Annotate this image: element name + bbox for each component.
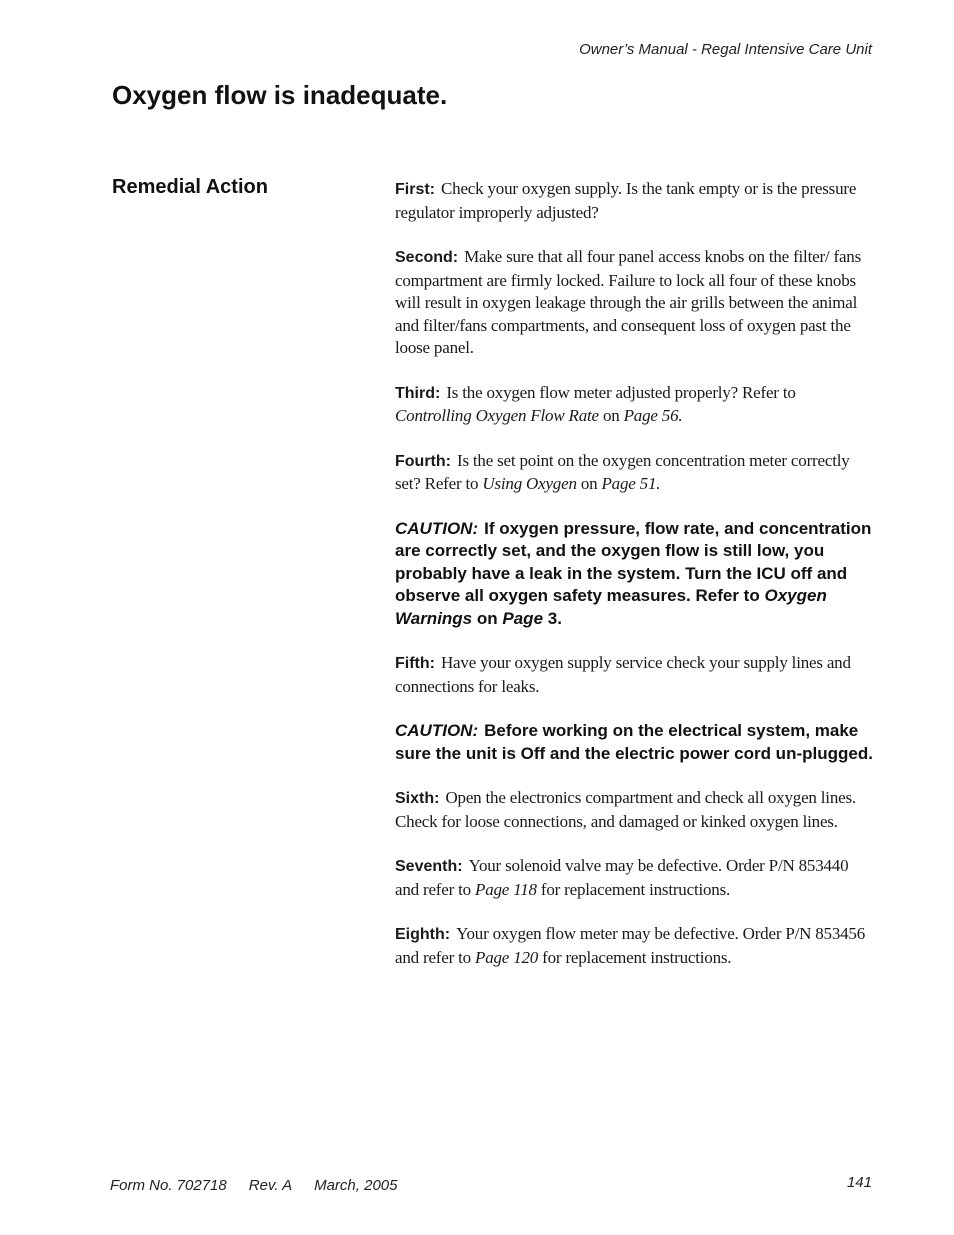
caution-text: on xyxy=(476,608,498,628)
page-reference: Page 51. xyxy=(601,474,661,493)
step-lead: Fifth: xyxy=(395,655,435,672)
step-text: Make sure that all four panel access knobs on the filter/ fans compartment are firmly locked. Failure to lock all four of these knobs will result in oxygen leakage through the air grills between the animal and filter/fans compartments, and consequent loss of oxygen past the loose panel. xyxy=(395,247,862,357)
caution-electrical xyxy=(395,720,875,765)
page-reference: Page xyxy=(502,608,544,628)
step-sixth xyxy=(395,787,875,833)
caution-oxygen-leak xyxy=(395,518,875,631)
step-text: Have your oxygen supply service check your supply lines and connections for leaks. xyxy=(395,653,851,696)
page-number-ref: 3. xyxy=(547,608,562,628)
cross-reference: Using Oxygen xyxy=(482,474,577,493)
step-text: for replacement instructions. xyxy=(542,947,732,967)
section-label: Remedial Action xyxy=(112,176,268,198)
step-seventh xyxy=(395,855,875,901)
step-eighth xyxy=(395,923,875,969)
step-lead: Third: xyxy=(395,384,441,402)
step-text: Check your oxygen supply. Is the tank empty or is the pressure regulator improperly adjusted? xyxy=(395,179,857,222)
page-reference: Page 118 xyxy=(475,879,537,899)
step-first xyxy=(395,178,875,224)
step-text: for replacement instructions. xyxy=(540,879,731,899)
page-reference: Page 56. xyxy=(623,406,683,425)
caution-text: If oxygen pressure, flow rate, and concentration are correctly set, and the oxygen flow is still low, you probably have a leak in the system. Turn the ICU off and observe all oxygen safety measures. Refer to xyxy=(395,518,872,605)
step-text: Is the oxygen flow meter adjusted properly? Refer to xyxy=(446,382,796,402)
step-lead: Second: xyxy=(395,249,459,266)
step-text: Is the set point on the oxygen concentration meter correctly set? Refer to xyxy=(395,450,850,493)
remedial-steps xyxy=(395,178,875,991)
caution-lead: CAUTION: xyxy=(395,518,479,538)
step-second xyxy=(395,246,875,360)
step-lead: Eighth: xyxy=(395,926,451,943)
step-text: on xyxy=(580,474,598,493)
page-number: 141 xyxy=(846,1174,872,1191)
step-text: on xyxy=(602,406,620,425)
revision: Rev. A xyxy=(248,1177,293,1194)
publication-date: March, 2005 xyxy=(314,1177,398,1194)
footer-info xyxy=(110,1177,419,1194)
page-title: Oxygen flow is inadequate. xyxy=(112,80,448,110)
caution-text: Before working on the electrical system, make sure the unit is Off and the electric power cord un-plugged. xyxy=(395,721,873,763)
cross-reference: Controlling Oxygen Flow Rate xyxy=(395,406,599,425)
step-text: Open the electronics compartment and check all oxygen lines. Check for loose connections, and damaged or kinked oxygen lines. xyxy=(395,788,856,831)
caution-lead: CAUTION: xyxy=(395,721,479,740)
step-third xyxy=(395,382,875,428)
step-text: Your solenoid valve may be defective. Order P/N 853440 and refer to xyxy=(395,856,849,899)
form-number: Form No. 702718 xyxy=(110,1177,227,1194)
step-text: Your oxygen flow meter may be defective. Order P/N 853456 and refer to xyxy=(395,924,866,967)
step-lead: First: xyxy=(395,181,435,198)
step-fourth xyxy=(395,450,875,496)
cross-reference: Oxygen Warnings xyxy=(395,586,827,628)
page-reference: Page 120 xyxy=(475,947,539,967)
running-header: Owner’s Manual - Regal Intensive Care Unit xyxy=(579,41,872,58)
step-lead: Seventh: xyxy=(395,858,463,875)
step-lead: Fourth: xyxy=(395,452,451,470)
step-lead: Sixth: xyxy=(395,790,440,807)
step-fifth xyxy=(395,652,875,698)
